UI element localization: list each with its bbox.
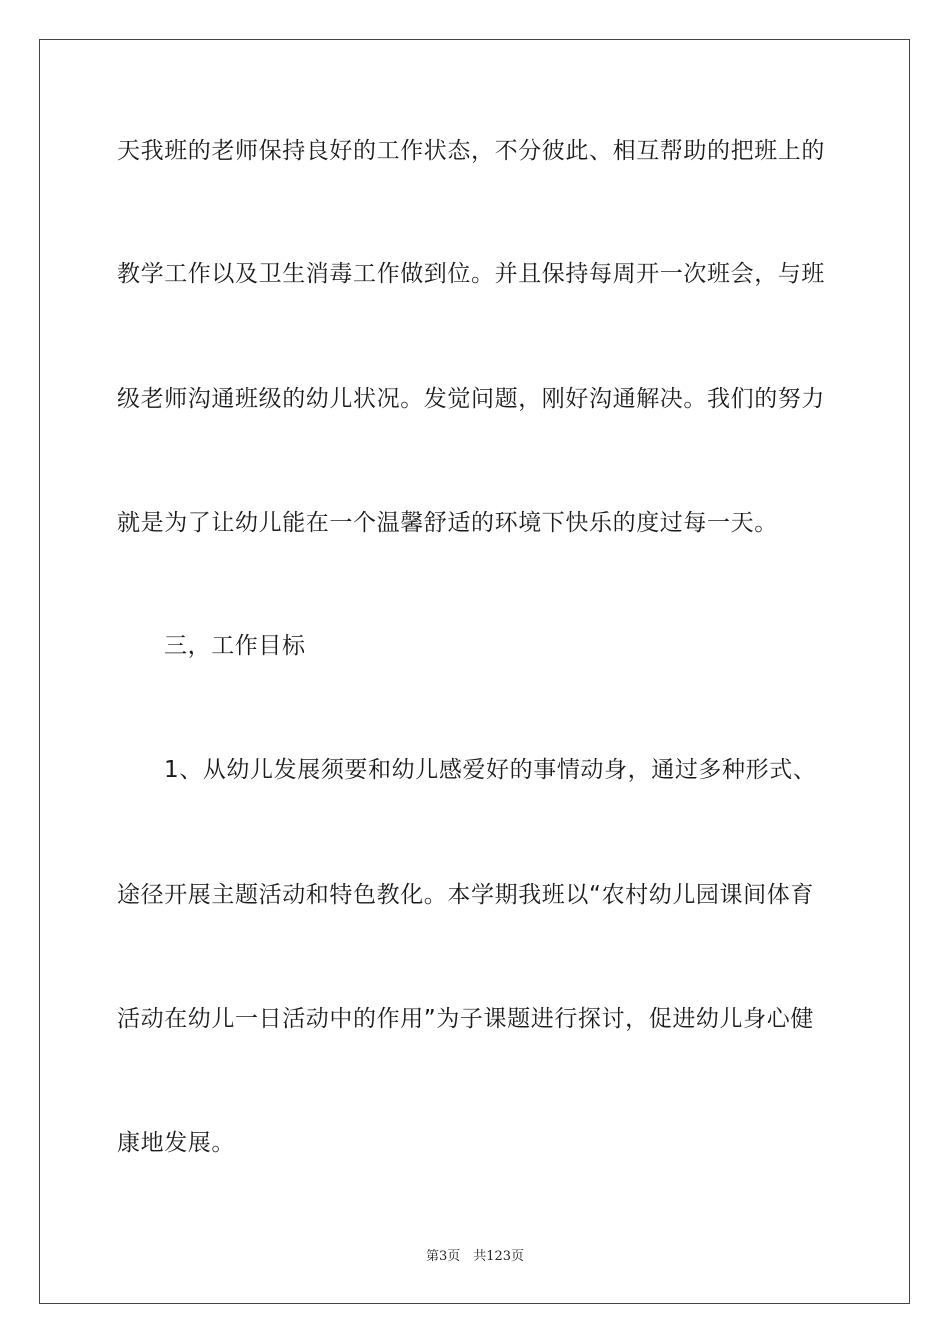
page-border bbox=[39, 39, 910, 1304]
paragraph-line-6: 1、从幼儿发展须要和幼儿感爱好的事情动身，通过多种形式、 bbox=[164, 757, 817, 783]
paragraph-line-3: 级老师沟通班级的幼儿状况。发觉问题，刚好沟通解决。我们的努力 bbox=[117, 386, 825, 412]
paragraph-line-7: 途径开展主题活动和特色教化。本学期我班以“农村幼儿园课间体育 bbox=[117, 882, 814, 908]
paragraph-line-4: 就是为了让幼儿能在一个温馨舒适的环境下快乐的度过每一天。 bbox=[117, 510, 778, 536]
paragraph-line-9: 康地发展。 bbox=[117, 1130, 235, 1156]
paragraph-line-2: 教学工作以及卫生消毒工作做到位。并且保持每周开一次班会，与班 bbox=[117, 261, 825, 287]
section-heading: 三，工作目标 bbox=[164, 633, 306, 659]
page-number-footer: 第3页 共123页 bbox=[425, 1249, 525, 1264]
paragraph-line-8: 活动在幼儿一日活动中的作用”为子课题进行探讨，促进幼儿身心健 bbox=[117, 1006, 814, 1032]
paragraph-line-1: 天我班的老师保持良好的工作状态，不分彼此、相互帮助的把班上的 bbox=[117, 138, 825, 164]
